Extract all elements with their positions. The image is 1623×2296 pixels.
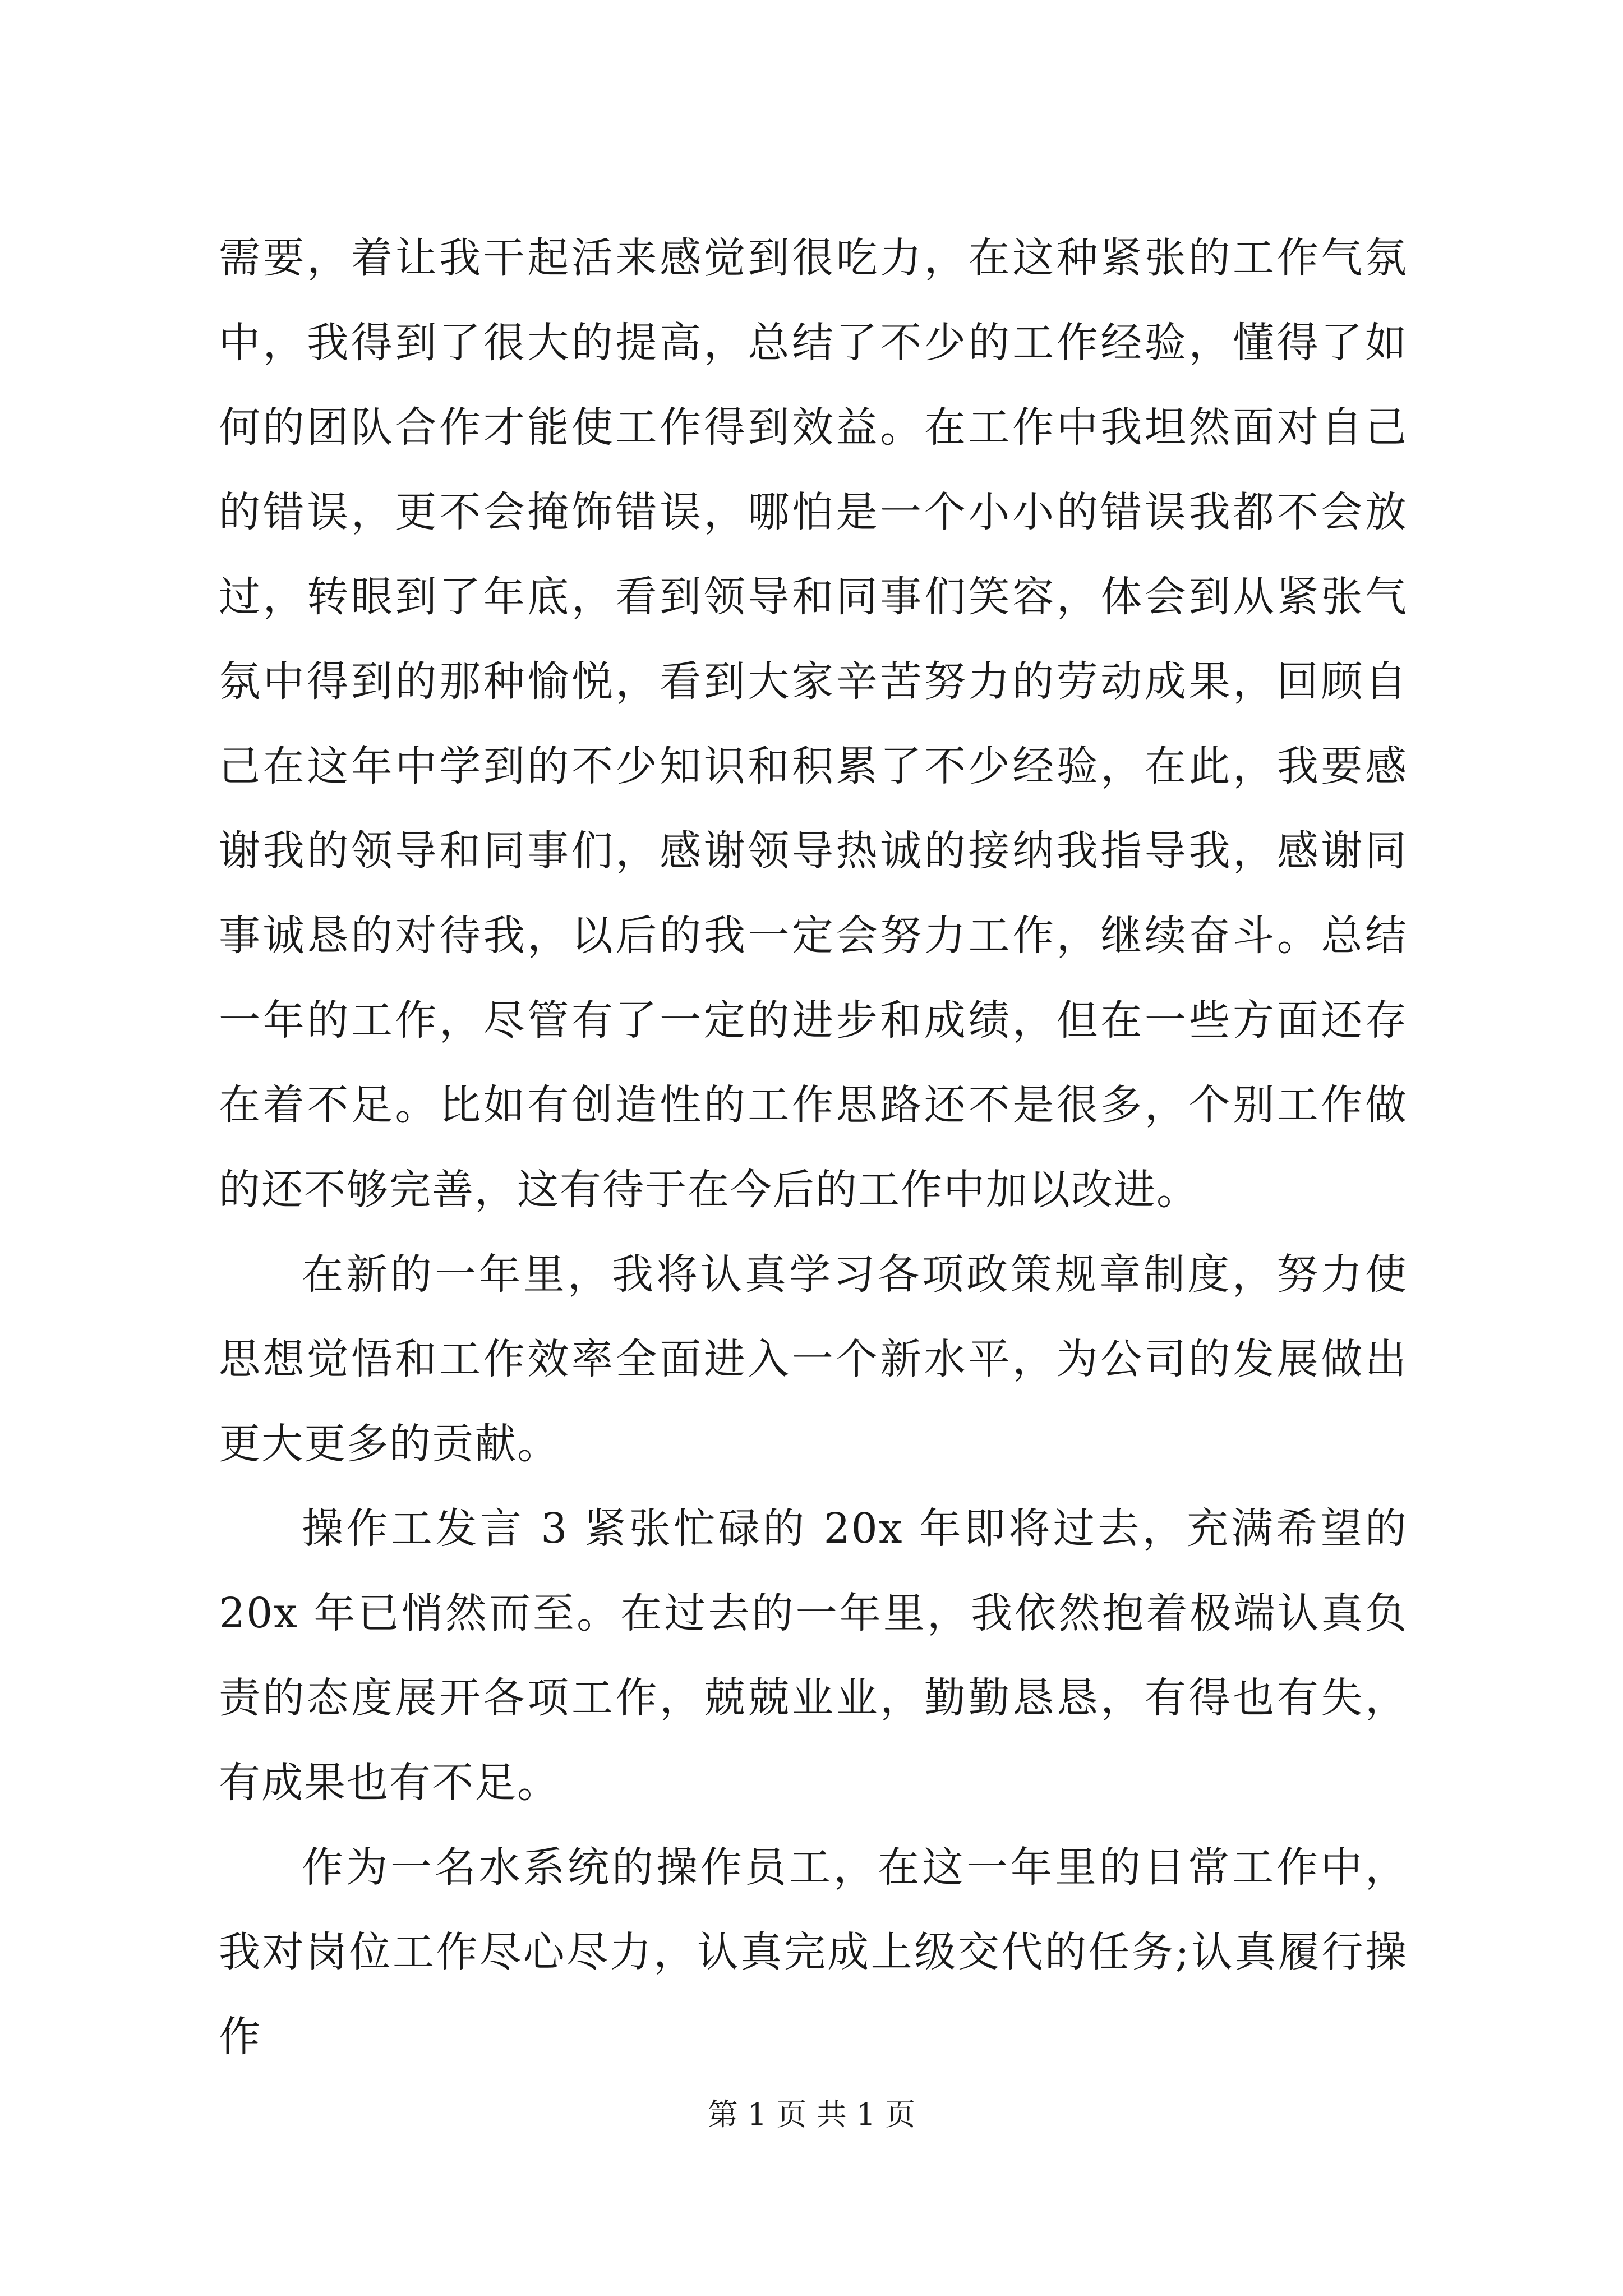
paragraph-4: 作为一名水系统的操作员工，在这一年里的日常工作中，我对岗位工作尽心尽力，认真完成上级交代的任务;认真履行操作 xyxy=(219,1843,1408,2061)
document-body xyxy=(219,216,1408,2079)
paragraph-2: 在新的一年里，我将认真学习各项政策规章制度，努力使思想觉悟和工作效率全面进入一个新水平，为公司的发展做出更大更多的贡献。 xyxy=(219,1250,1408,1468)
page-footer: 第 1 页 共 1 页 xyxy=(707,2097,916,2132)
paragraph-1: 需要，着让我干起活来感觉到很吃力，在这种紧张的工作气氛中，我得到了很大的提高，总结了不少的工作经验，懂得了如何的团队合作才能使工作得到效益。在工作中我坦然面对自己的错误，更不会掩饰错误，哪怕是一个小小的错误我都不会放过，转眼到了年底，看到领导和同事们笑容，体会到从紧张气氛中得到的那种愉悦，看到大家辛苦努力的劳动成果，回顾自己在这年中学到的不少知识和积累了不少经验，在此，我要感谢我的领导和同事们，感谢领导热诚的接纳我指导我，感谢同事诚恳的对待我，以后的我一定会努力工作，继续奋斗。总结一年的工作，尽管有了一定的进步和成绩，但在一些方面还存在着不足。比如有创造性的工作思路还不是很多，个别工作做的还不够完善，这有待于在今后的工作中加以改进。 xyxy=(219,234,1408,1214)
paragraph-3: 操作工发言 3 紧张忙碌的 20x 年即将过去，充满希望的 20x 年已悄然而至。在过去的一年里，我依然抱着极端认真负责的态度展开各项工作，兢兢业业，勤勤恳恳，有得也有失，有成果也有不足。 xyxy=(219,1504,1408,1807)
